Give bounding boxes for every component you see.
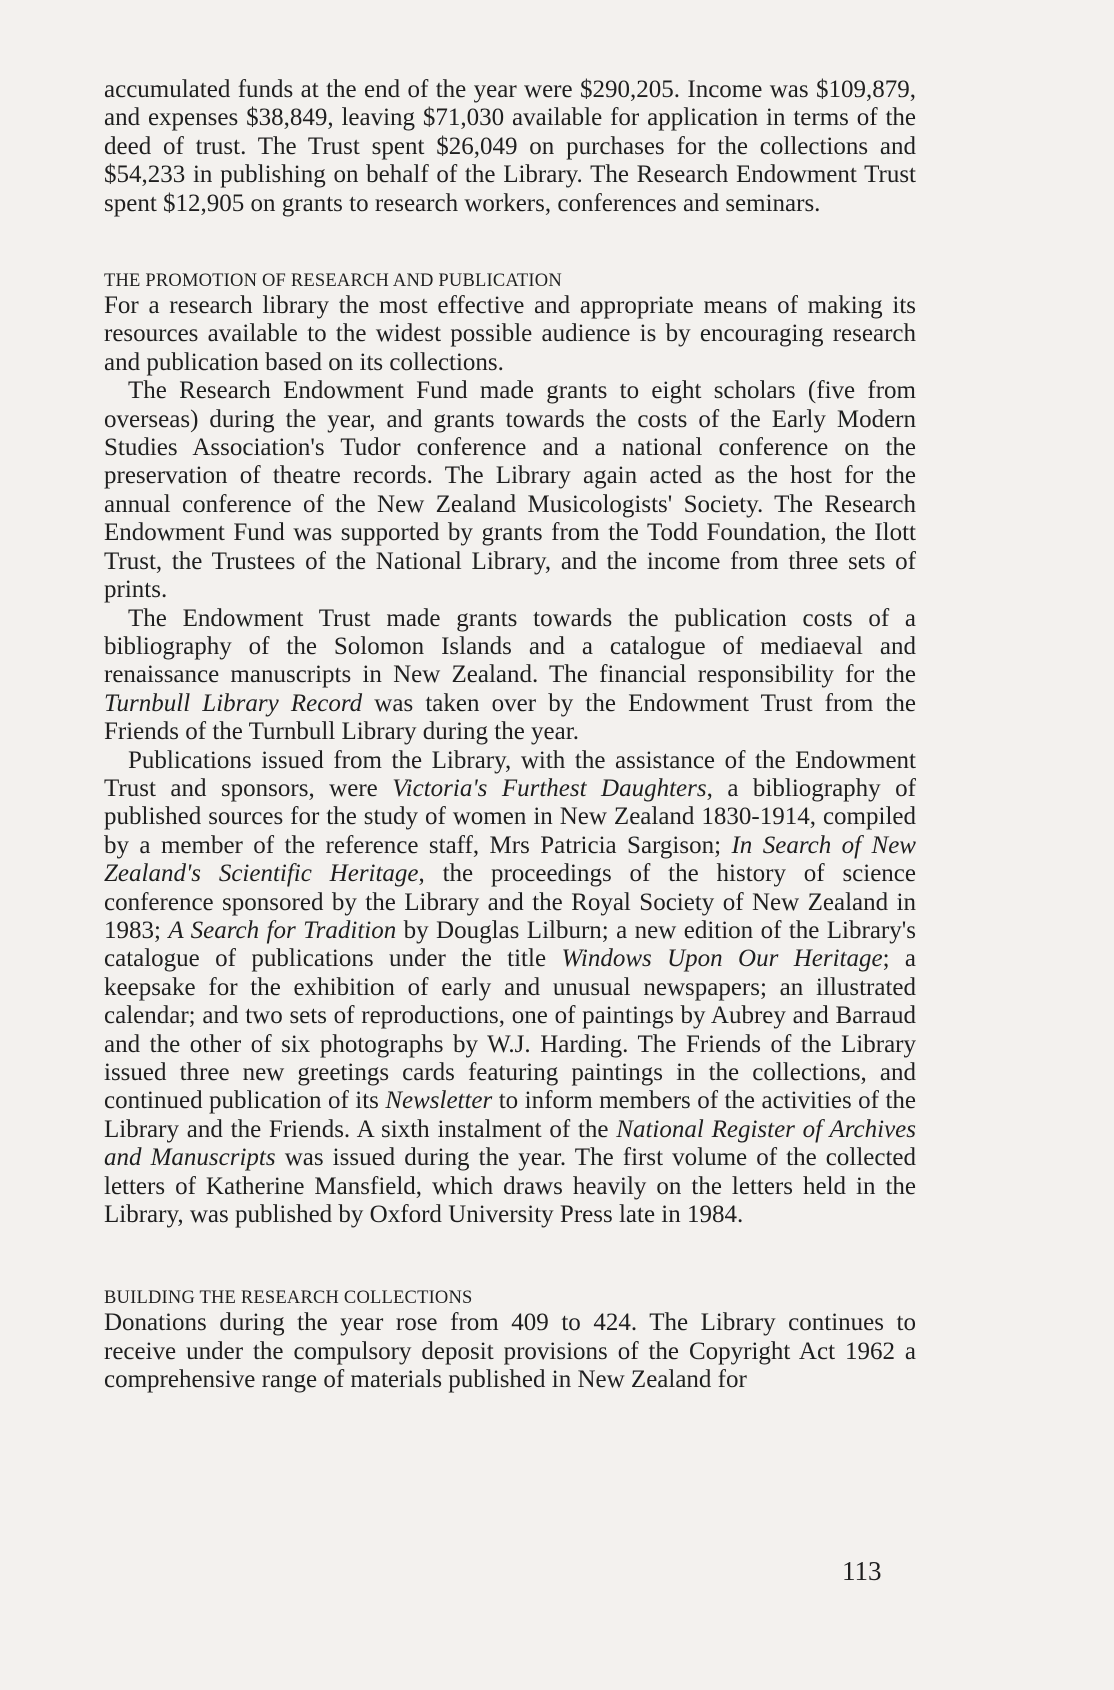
publication-title: Turnbull Library Record <box>104 689 363 717</box>
paragraph-research-endowment-fund: The Research Endowment Fund made grants to eight scholars (five from overseas) during the year, and grants towards the costs of the Early Modern Studies Association's Tudor conference and a national conference on the preservation of theatre records. The Library again acted as the host for the annual conference of the New Zealand Musicologists' Society. The Research Endowment Fund was supported by grants from the Todd Foundation, the Ilott Trust, the Trustees of the National Library, and the income from three sets of prints. <box>104 377 916 604</box>
paragraph-research-library: For a research library the most effective and appropriate means of making its resources available to the widest possible audience is by encouraging research and publication based on its collections. <box>104 292 916 376</box>
section-heading-research-collections: BUILDING THE RESEARCH COLLECTIONS <box>104 1288 473 1309</box>
publication-title: Victoria's Furthest Daughters <box>392 774 707 802</box>
text-run: was issued during the year. The first volume of the collected letters of Katherine Mansfield, which draws heavily on the letters held in the Library, was published by Oxford University Press late in 1984. <box>104 1144 916 1229</box>
text-run: Publications issued from the Library, with the assistance of the Endowment Trust and sponsors, were <box>104 746 916 802</box>
paragraph-trust-funds: accumulated funds at the end of the year were $290,205. Income was $109,879, and expenses $38,849, leaving $71,030 available for application in terms of the deed of trust. The Trust spent $26,049 on purchases for the collections and $54,233 in publishing on behalf of the Library. The Research Endowment Trust spent $12,905 on grants to research workers, conferences and seminars. <box>104 76 916 217</box>
paragraph-donations: Donations during the year rose from 409 to 424. The Library continues to receive under the compulsory deposit provisions of the Copyright Act 1962 a comprehensive range of materials published in New Zealand for <box>104 1309 916 1394</box>
section-heading-research-publication: THE PROMOTION OF RESEARCH AND PUBLICATION <box>104 271 562 292</box>
publication-title: In Search of New Zealand's Scientific Heritage <box>104 831 916 888</box>
text-column <box>104 76 916 1395</box>
page-number: 113 <box>842 1556 882 1586</box>
text-run: , a bibliography of published sources for the study of women in New Zealand 1830-1914, compiled by a member of the reference staff, Mrs Patricia Sargison; <box>104 774 916 859</box>
text-run: to inform members of the activities of the Library and the Friends. A sixth instalment of the <box>104 1087 916 1143</box>
paragraph-publications-issued <box>104 747 916 1230</box>
text-run: was taken over by the Endowment Trust from the Friends of the Turnbull Library during the year. <box>104 689 916 746</box>
text-run: ; a keepsake for the exhibition of early and unusual newspapers; an illustrated calendar; and two sets of reproductions, one of paintings by Aubrey and Barraud and the other of six photographs by W.J. Harding. The Friends of the Library issued three new greetings cards featuring paintings in the collections, and continued publication of its <box>104 945 916 1115</box>
text-run: by Douglas Lilburn; a new edition of the Library's catalogue of publications under the title <box>104 916 916 973</box>
text-run: The Endowment Trust made grants towards the publication costs of a bibliography of the Solomon Islands and a catalogue of mediaeval and renaissance manuscripts in New Zealand. The financial responsibility for the <box>104 604 916 689</box>
paragraph-endowment-trust-grants <box>104 605 916 747</box>
publication-title: Windows Upon Our Heritage <box>561 945 883 973</box>
text-run: , the proceedings of the history of science conference sponsored by the Library and the Royal Society of New Zealand in 1983; <box>104 860 916 944</box>
publication-title: Newsletter <box>385 1087 493 1115</box>
publication-title: National Register of Archives and Manuscripts <box>104 1115 916 1172</box>
publication-title: A Search for Tradition <box>168 916 397 944</box>
